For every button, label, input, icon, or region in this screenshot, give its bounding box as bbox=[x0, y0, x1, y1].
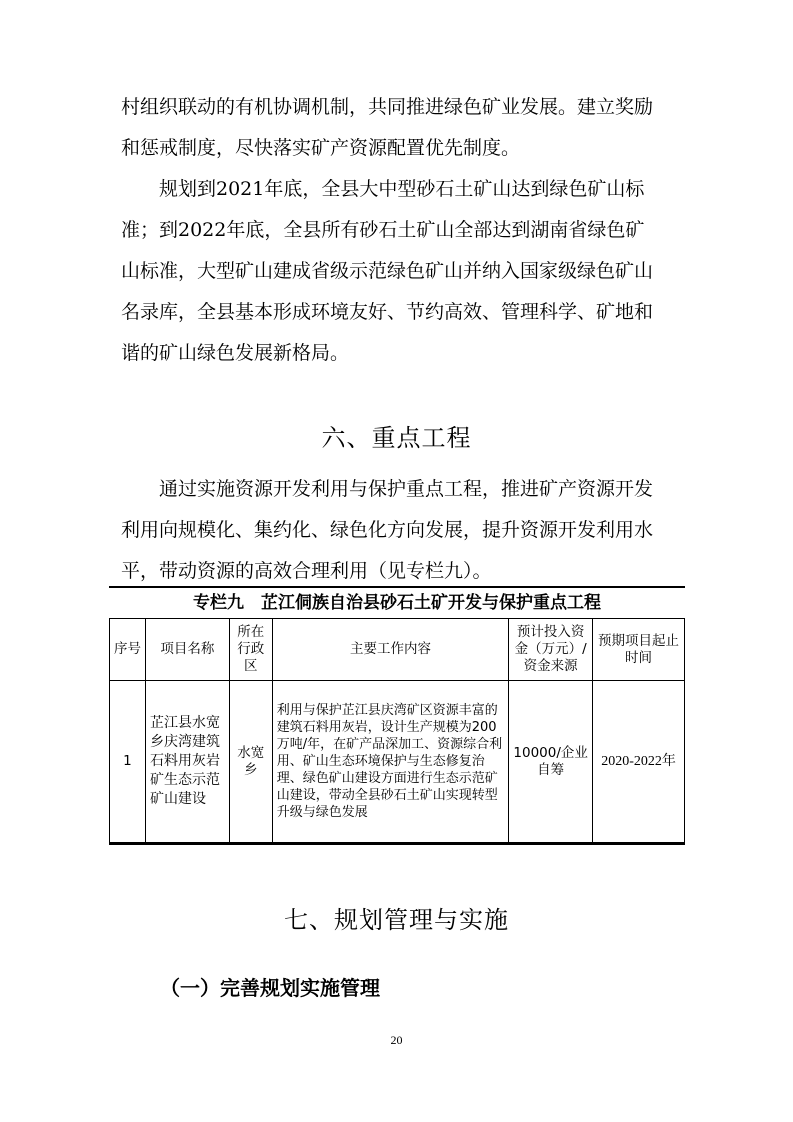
header-content: 主要工作内容 bbox=[272, 619, 508, 681]
paragraph-1 bbox=[121, 87, 681, 169]
project-table bbox=[109, 618, 685, 843]
paragraph-line: 准；到2022年底，全县所有砂石土矿山全部达到湖南省绿色矿 bbox=[121, 219, 645, 241]
paragraph-line: 通过实施资源开发利用与保护重点工程，推进矿产资源开发 bbox=[159, 478, 654, 500]
table-bottom-rule bbox=[109, 843, 685, 845]
paragraph-line: 和惩戒制度，尽快落实矿产资源配置优先制度。 bbox=[121, 137, 521, 159]
paragraph-line: 山标准，大型矿山建成省级示范绿色矿山并纳入国家级绿色矿山 bbox=[121, 260, 654, 282]
table-row bbox=[110, 681, 685, 843]
paragraph-line: 平，带动资源的高效合理利用（见专栏九）。 bbox=[121, 560, 492, 582]
header-seq: 序号 bbox=[110, 619, 146, 681]
header-name: 项目名称 bbox=[145, 619, 229, 681]
paragraph-line: 村组织联动的有机协调机制，共同推进绿色矿业发展。建立奖励 bbox=[121, 96, 654, 118]
paragraph-line: 规划到2021年底，全县大中型砂石土矿山达到绿色矿山标 bbox=[159, 178, 645, 200]
section-heading-6: 六、重点工程 bbox=[321, 424, 472, 452]
subsection-heading-7-1: （一）完善规划实施管理 bbox=[160, 976, 380, 1000]
header-period: 预期项目起止时间 bbox=[593, 619, 685, 681]
cell-name: 芷江县水宽乡庆湾建筑石料用灰岩矿生态示范矿山建设 bbox=[145, 681, 229, 843]
cell-content: 利用与保护芷江县庆湾矿区资源丰富的建筑石料用灰岩，设计生产规模为200万吨/年，在矿产品深加工、资源综合利用、矿山生态环境保护与生态修复治理、绿色矿山建设方面进行生态示范矿山建设，带动全县砂石土矿山实现转型升级与绿色发展 bbox=[272, 681, 508, 843]
table-title: 专栏九 芷江侗族自治县砂石土矿开发与保护重点工程 bbox=[193, 593, 601, 613]
header-region: 所在行政区 bbox=[229, 619, 272, 681]
header-investment: 预计投入资金（万元）/资金来源 bbox=[509, 619, 593, 681]
paragraph-line: 名录库，全县基本形成环境友好、节约高效、管理科学、矿地和 bbox=[121, 301, 654, 323]
cell-period: 2020-2022年 bbox=[593, 681, 685, 843]
section-heading-7: 七、规划管理与实施 bbox=[284, 906, 509, 934]
paragraph-line: 利用向规模化、集约化、绿色化方向发展，提升资源开发利用水 bbox=[121, 519, 654, 541]
cell-seq: 1 bbox=[110, 681, 146, 843]
page-number: 20 bbox=[390, 1033, 403, 1047]
paragraph-line: 谐的矿山绿色发展新格局。 bbox=[121, 342, 350, 364]
paragraph-3 bbox=[121, 469, 681, 592]
cell-investment: 10000/企业自筹 bbox=[509, 681, 593, 843]
cell-region: 水宽乡 bbox=[229, 681, 272, 843]
paragraph-2 bbox=[121, 169, 681, 374]
table-header-row bbox=[110, 619, 685, 681]
